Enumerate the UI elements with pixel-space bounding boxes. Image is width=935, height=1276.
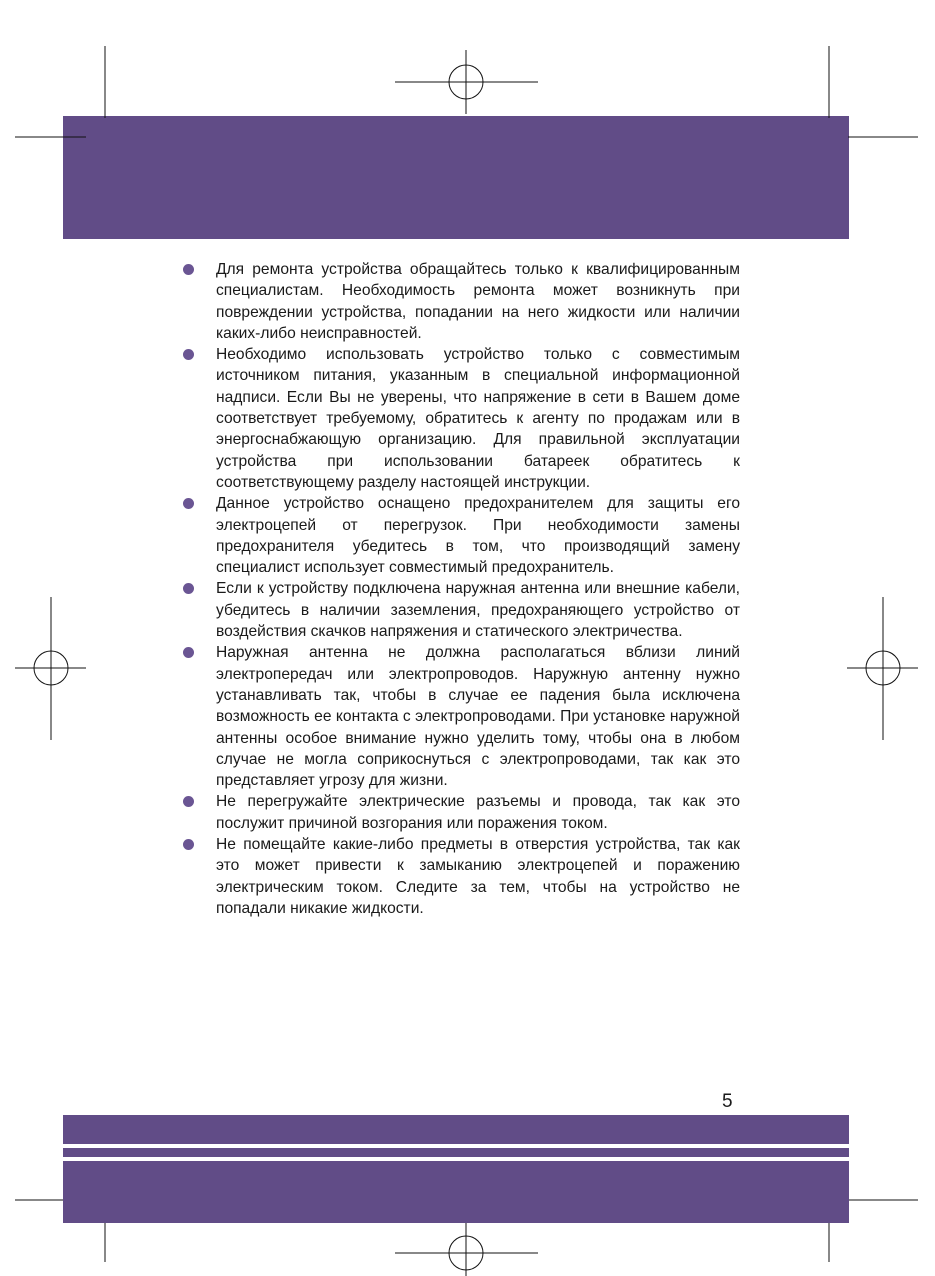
bullet-list: [183, 259, 740, 919]
bullet-icon: [183, 583, 194, 594]
registration-mark-right: [847, 597, 918, 740]
page-number: 5: [722, 1091, 733, 1112]
list-item: [183, 493, 740, 578]
bullet-text: Для ремонта устройства обращайтесь только к квалифицированным специалистам. Необходимость ремонта может возникнуть при повреждении устройства, попадании на него жидкости или наличии каких-либо неисправностей.: [216, 261, 740, 342]
list-item: [183, 642, 740, 791]
list-item: [183, 834, 740, 919]
list-item: [183, 578, 740, 642]
safety-instructions: [183, 259, 740, 919]
bullet-text: Не помещайте какие-либо предметы в отверстия устройства, так как это может привести к замыканию электроцепей и поражению электрическим током. Следите за тем, чтобы на устройство не попадали никакие жидкости.: [216, 836, 740, 917]
list-item: [183, 344, 740, 493]
registration-mark-bottom: [395, 1222, 538, 1276]
bullet-text: Необходимо использовать устройство только с совместимым источником питания, указанным в специальной информационной надписи. Если Вы не уверены, что напряжение в сети в Вашем доме соответствует требуемому, обратитесь к агенту по продажам или в энергоснабжающую организацию. Для правильной эксплуатации устройства при использовании батареек обратитесь к соответствующему разделу настоящей инструкции.: [216, 346, 740, 491]
bullet-icon: [183, 264, 194, 275]
bullet-text: Не перегружайте электрические разъемы и провода, так как это послужит причиной возгорания или поражения током.: [216, 793, 740, 832]
bullet-icon: [183, 839, 194, 850]
bullet-text: Наружная антенна не должна располагаться вблизи линий электропередач или электропроводов. Наружную антенну нужно устанавливать так, чтобы в случае ее падения была исключена возможность ее контакта с электропроводами. При установке наружной антенны особое внимание нужно уделить тому, чтобы она в любом случае не могла соприкоснуться с электропроводами, так как это представляет угрозу для жизни.: [216, 644, 740, 790]
registration-mark-left: [15, 597, 86, 740]
footer-stripe: [63, 1148, 849, 1157]
bullet-icon: [183, 349, 194, 360]
footer-band-lower: [63, 1161, 849, 1223]
bullet-icon: [183, 647, 194, 658]
bullet-text: Если к устройству подключена наружная антенна или внешние кабели, убедитесь в наличии заземления, предохраняющего устройство от воздействия скачков напряжения и статического электричества.: [216, 580, 740, 641]
bullet-icon: [183, 796, 194, 807]
registration-mark-top: [395, 50, 538, 114]
footer-band: [63, 1115, 849, 1144]
list-item: [183, 259, 740, 344]
bullet-text: Данное устройство оснащено предохранителем для защиты его электроцепей от перегрузок. При необходимости замены предохранителя убедитесь в том, что производящий замену специалист использует совместимый предохранитель.: [216, 495, 740, 577]
list-item: [183, 791, 740, 834]
bullet-icon: [183, 498, 194, 509]
